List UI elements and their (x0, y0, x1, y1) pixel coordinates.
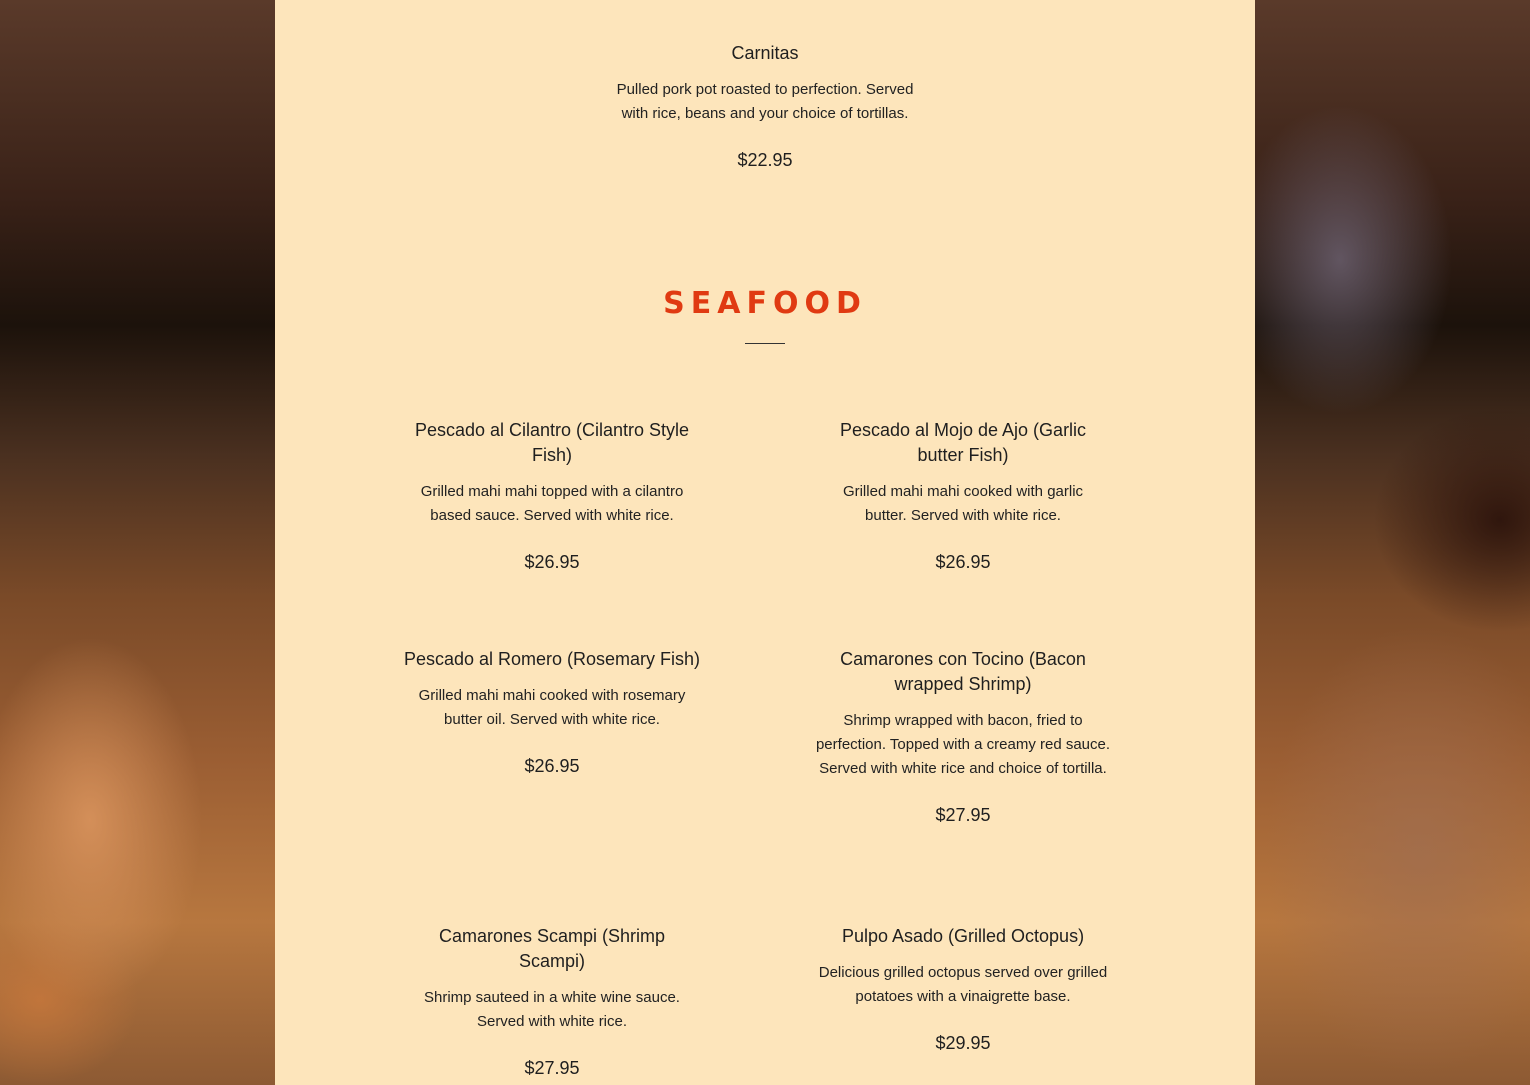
menu-item-price: $26.95 (935, 552, 991, 572)
menu-item-description: Grilled mahi mahi topped with a cilantro based sauce. Served with white rice. (420, 483, 684, 524)
menu-item-name: Camarones Scampi (Shrimp Scampi) (438, 926, 666, 971)
menu-item-name: Pescado al Cilantro (Cilantro Style Fish) (414, 420, 690, 465)
menu-item-carnitas (605, 41, 925, 172)
menu-item-description: Grilled mahi mahi cooked with rosemary butter oil. Served with white rice. (418, 687, 686, 728)
menu-item-name: Pescado al Mojo de Ajo (Garlic butter Fish) (839, 420, 1087, 465)
menu-item-price: $29.95 (935, 1033, 991, 1053)
menu-item (808, 647, 1118, 827)
menu-item (392, 647, 712, 778)
section-divider (745, 343, 785, 344)
menu-item-description: Pulled pork pot roasted to perfection. Served with rice, beans and your choice of tortillas. (616, 81, 914, 122)
menu-item-description: Shrimp sauteed in a white wine sauce. Served with white rice. (424, 989, 680, 1030)
menu-item (808, 418, 1118, 574)
menu-item-price: $22.95 (737, 150, 793, 170)
menu-item-price: $26.95 (524, 552, 580, 572)
menu-item-description: Delicious grilled octopus served over grilled potatoes with a vinaigrette base. (818, 964, 1108, 1005)
menu-item-price: $27.95 (524, 1058, 580, 1078)
menu-item (397, 924, 707, 1080)
menu-item-name: Camarones con Tocino (Bacon wrapped Shrimp) (840, 649, 1086, 694)
menu-panel (275, 0, 1255, 1085)
menu-item-name: Carnitas (731, 43, 799, 63)
menu-item-description: Grilled mahi mahi cooked with garlic butter. Served with white rice. (842, 483, 1084, 524)
section-title-seafood: SEAFOOD (663, 286, 867, 321)
background-photo-right (1255, 0, 1530, 1085)
menu-item-name: Pescado al Romero (Rosemary Fish) (403, 649, 701, 669)
background-photo-left (0, 0, 275, 1085)
menu-item-description: Shrimp wrapped with bacon, fried to perfection. Topped with a creamy red sauce. Served with white rice and choice of tortilla. (815, 712, 1111, 777)
menu-item-name: Pulpo Asado (Grilled Octopus) (841, 926, 1085, 946)
menu-item (808, 924, 1118, 1055)
menu-item (397, 418, 707, 574)
menu-item-price: $27.95 (935, 805, 991, 825)
menu-item-price: $26.95 (524, 756, 580, 776)
